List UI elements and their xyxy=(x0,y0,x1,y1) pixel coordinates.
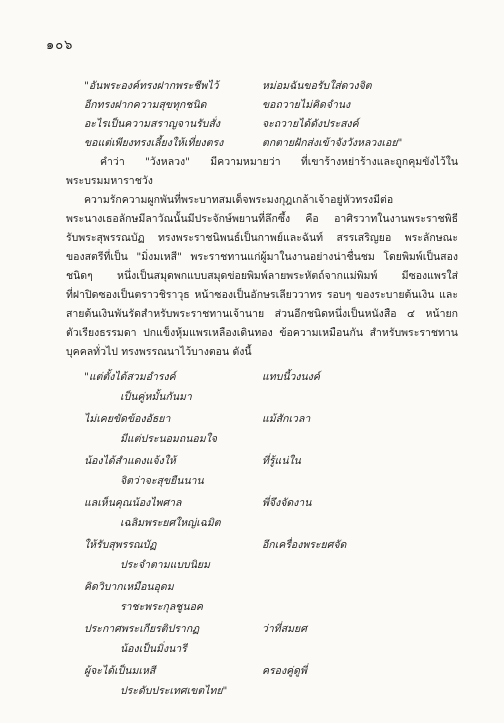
paragraph2-line-7: สายต้นเงินพันรัดสำหรับพระราชทานเจ้านาย ส่วนอีกชนิดหนึ่งเป็นหนังสือ ๔ หน้ายก xyxy=(66,308,458,320)
paragraph2-line-4: ของสตรีที่เป็น "มิ่งมเหสี" พระราชทานแก่ผู้มาในงานอย่างน่าชื่นชม โดยพิมพ์เป็นสอง xyxy=(66,251,458,263)
verse2-stanza-4-line-b: เฉลิมพระยศใหญ่เฉมิต xyxy=(120,517,221,529)
verse2-stanza-7-line-c: ว่าที่สมยศ xyxy=(262,623,307,635)
verse2-stanza-6-line-a: คิดวิบากเหมือนอุดม xyxy=(84,581,174,593)
verse2-stanza-1-line-b: เป็นคู่หมั้นกันมา xyxy=(120,391,192,403)
verse2-stanza-7-line-b: น้องเป็นมิ่งนารี xyxy=(120,643,187,655)
paragraph2-line-8: ตัวเรียงธรรมดา ปกแข็งหุ้มแพรเหลืองเดินทอง ข้อความเหมือนกัน สำหรับพระราชทาน xyxy=(66,327,458,339)
verse2-stanza-2-line-b: มีแต่ประนอมถนอมใจ xyxy=(120,433,217,445)
paragraph2-line-6: ที่ฝาปิดซองเป็นตราวชิราวุธ หน้าซองเป็นอักษรเลียววาทร รอบๆ ของระบายต้นเงิน และ xyxy=(66,289,458,301)
verse2-stanza-6-line-b: ราชะพระกุลชูนอค xyxy=(120,601,203,613)
verse1-line-1-left: "อันพระองค์ทรงฝากพระชีพไว้ xyxy=(84,80,219,92)
verse2-stanza-5-line-c: อีกเครื่องพระยศจัด xyxy=(262,539,347,551)
verse2-stanza-8-line-a: ผู้จะได้เป็นมเหสี xyxy=(84,665,156,677)
verse1-line-4-right: ตกตายฝักส่งเข้าจังวังหลวงเอย" xyxy=(262,137,403,149)
verse1-line-3-left: อะไรเป็นความสราญจานรับสั่ง xyxy=(84,118,220,130)
verse2-stanza-1-line-c: แทบนี้วงนงค์ xyxy=(262,371,320,383)
paragraph2-line-3: รับพระสุพรรณบัฏ ทรงพระราชนิพนธ์เป็นกาพย์และฉันท์ สรรเสริญยอ พระลักษณะ xyxy=(66,232,458,244)
verse2-stanza-2-line-a: ไม่เคยขัดข้องอัธยา xyxy=(84,413,171,425)
paragraph2-line-1: ความรักความผูกพันที่พระบาทสมเด็จพระมงกุฎเกล้าเจ้าอยู่หัวทรงมีต่อ xyxy=(84,194,394,206)
verse1-line-2-right: ขอถวายไม่คิดจำนง xyxy=(262,99,351,111)
verse2-stanza-8-line-b: ประดับประเทศเขตไทย" xyxy=(120,685,228,697)
paragraph2-line-9: บุคคลทั่วไป ทรงพรรณนาไว้บางตอน ดังนี้ xyxy=(66,346,252,358)
paragraph2-line-5: ชนิดๆ หนึ่งเป็นสมุดพกแบบสมุดข่อยพิมพ์ลายพระหัตถ์จากแม่พิมพ์ มีซองแพรใส่ xyxy=(66,270,458,282)
verse2-stanza-8-line-c: ครองคู่ดูพี่ xyxy=(262,665,307,677)
verse2-stanza-5-line-a: ให้รับสุพรรณบัฏ xyxy=(84,539,157,551)
page-number: ๑๐๖ xyxy=(46,38,74,53)
verse1-line-2-left: อีกทรงฝากความสุขทุกชนิด xyxy=(84,99,207,111)
verse2-stanza-2-line-c: แม้สักเวลา xyxy=(262,413,311,425)
verse1-line-1-right: หม่อมฉันขอรับใส่ดวงจิต xyxy=(262,80,372,92)
verse2-stanza-3-line-a: น้องได้สำแดงแจ้งให้ xyxy=(84,455,176,467)
verse2-stanza-4-line-c: พี่จึงจัดงาน xyxy=(262,497,312,509)
verse1-line-4-left: ขอแต่เพียงทรงเลี้ยงให้เที่ยงตรง xyxy=(84,137,224,149)
paragraph1-line-1: คำว่า "วังหลวง" มีความหมายว่า ที่เขาร้างหย่าร้างและถูกคุมขังไว้ใน xyxy=(100,156,458,168)
paragraph1-line-2: พระบรมมหาราชวัง xyxy=(66,175,153,187)
verse2-stanza-5-line-b: ประจำตามแบบนิยม xyxy=(120,559,210,571)
paragraph2-line-2: พระนางเธอลักษมีลาวัณนั้นมีประจักษ์พยานที่ลึกซึ้ง คือ อาศิรวาทในงานพระราชพิธี xyxy=(66,213,458,225)
verse2-stanza-1-line-a: "แต่ตั้งได้สวมอำรงค์ xyxy=(84,371,176,383)
verse2-stanza-4-line-a: แลเห็นคุณน้องไพศาล xyxy=(84,497,182,509)
verse2-stanza-3-line-c: ที่รู้แน่ใน xyxy=(262,455,301,467)
verse2-stanza-7-line-a: ประกาศพระเกียรติปรากฏ xyxy=(84,623,200,635)
verse2-stanza-3-line-b: จิตว่าจะสุขยืนนาน xyxy=(120,475,204,487)
verse1-line-3-right: จะถวายได้ดังประสงค์ xyxy=(262,118,359,130)
